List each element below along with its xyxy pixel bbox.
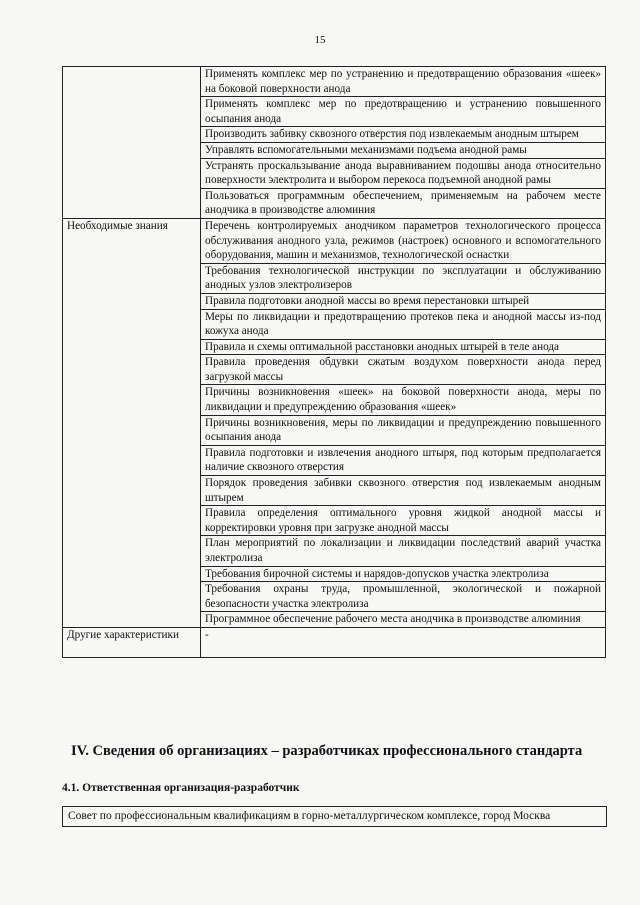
table-cell: Требования бирочной системы и нарядов-допусков участка электролиза [201,566,606,582]
table-cell: Применять комплекс мер по предотвращению и устранению повышенного осыпания анода [201,97,606,127]
table-cell: Применять комплекс мер по устранению и предотвращению образования «шеек» на боковой поверхности анода [201,67,606,97]
page-number: 15 [314,34,326,46]
table-cell: Правила подготовки анодной массы во время перестановки штырей [201,293,606,309]
requirements-table [62,66,606,658]
table-cell: Требования охраны труда, промышленной, экологической и пожарной безопасности участка электролиза [201,582,606,612]
other-characteristics-value: - [201,627,606,657]
table-row [63,627,606,657]
table-cell: Правила и схемы оптимальной расстановки анодных штырей в теле анода [201,339,606,355]
table-row [63,218,606,263]
other-characteristics-label: Другие характеристики [63,627,201,657]
knowledge-label: Необходимые знания [63,218,201,627]
table-cell: Правила подготовки и извлечения анодного штыря, под которым предполагается наличие сквозного отверстия [201,445,606,475]
skills-label-cell [63,67,201,219]
table-cell: Пользоваться программным обеспечением, применяемым на рабочем месте анодчика в производстве алюминия [201,188,606,218]
table-cell: Перечень контролируемых анодчиком параметров технологического процесса обслуживания анодного узла, режимов (настроек) основного и вспомогательного оборудования, машин и механизмов, технологической оснастки [201,218,606,263]
table-cell: Правила определения оптимального уровня жидкой анодной массы и корректировки уровня при загрузке анодной массы [201,506,606,536]
table-cell: Программное обеспечение рабочего места анодчика в производстве алюминия [201,612,606,628]
table-cell: Управлять вспомогательными механизмами подъема анодной рамы [201,142,606,158]
table-cell: План мероприятий по локализации и ликвидации последствий аварий участка электролиза [201,536,606,566]
table-cell: Причины возникновения, меры по ликвидации и предупреждению повышенного осыпания анода [201,415,606,445]
table-cell: Порядок проведения забивки сквозного отверстия под извлекаемым анодным штырем [201,476,606,506]
organization-box: Совет по профессиональным квалификациям в горно-металлургическом комплексе, город Москва [62,806,607,827]
table-row [63,67,606,97]
table-cell: Производить забивку сквозного отверстия под извлекаемым анодным штырем [201,127,606,143]
table-cell: Причины возникновения «шеек» на боковой поверхности анода, меры по ликвидации и предупреждению образования «шеек» [201,385,606,415]
table-cell: Требования технологической инструкции по эксплуатации и обслуживанию анодных узлов электролизеров [201,263,606,293]
table-cell: Устранять проскальзывание анода выравниванием подошвы анода относительно поверхности электролита и выбором перекоса подъемной анодной рамы [201,158,606,188]
section-title: IV. Сведения об организациях – разработчиках профессионального стандарта [71,743,583,759]
table-cell: Правила проведения обдувки сжатым воздухом поверхности анода перед загрузкой массы [201,355,606,385]
subsection-title: 4.1. Ответственная организация-разработчик [62,782,300,794]
table-cell: Меры по ликвидации и предотвращению протеков пека и анодной массы из-под кожуха анода [201,309,606,339]
